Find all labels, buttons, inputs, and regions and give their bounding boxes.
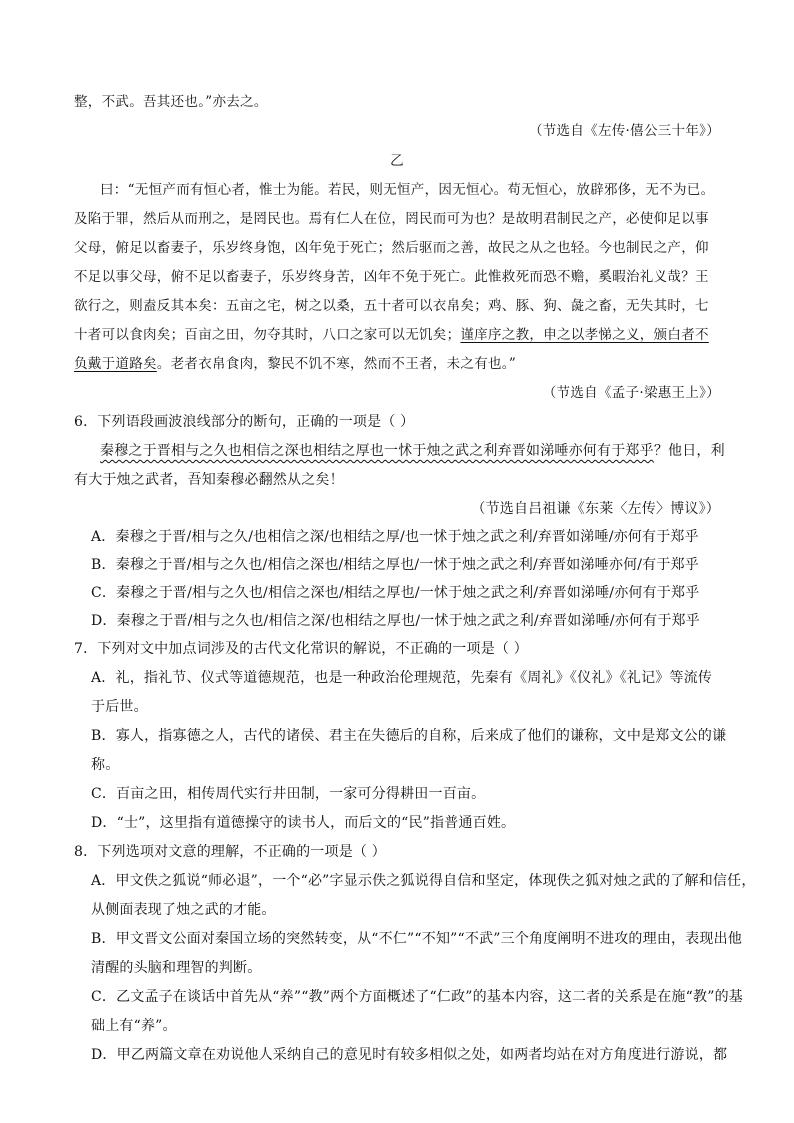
passage-b-text: 十者可以食肉矣；百亩之田，勿夺其时，八口之家可以无饥矣；	[74, 327, 461, 343]
question-6-stem: 6．下列语段画波浪线部分的断句，正确的一项是（ ）	[74, 414, 415, 430]
question-8-option-d: D．甲乙两篇文章在劝说他人采纳自己的意见时有较多相似之处，如两者均站在对方角度进行游说，都	[91, 1047, 728, 1063]
question-6-option-d: D．秦穆之于晋/相与之久也/相信之深/也相结之厚也/一怵于烛之武之利/弃晋如涕唾/亦何有于郑乎	[91, 613, 700, 629]
question-8-option-c-cont: 础上有“养”。	[91, 1018, 177, 1034]
question-6-passage-line: 有大于烛之武者，吾知秦穆必翻然从之矣！	[74, 472, 344, 488]
underlined-sentence: 谨庠序之教，申之以孝悌之义，颁白者不	[460, 327, 709, 343]
question-6-option-c: C．秦穆之于晋/相与之久也/相信之深也/相结之厚也/一怵于烛之武之利/弃晋如涕唾/亦何有于郑乎	[91, 585, 700, 601]
question-6-source: （节选自吕祖谦《东莱〈左传〉博议》）	[471, 501, 720, 517]
passage-a-source: （节选自《左传·僖公三十年》）	[528, 123, 720, 139]
passage-b-line	[74, 354, 516, 374]
passage-b-line: 曰：“无恒产而有恒心者，惟士为能。若民，则无恒产，因无恒心。苟无恒心，放辟邪侈，无不为已。	[100, 182, 715, 198]
question-8-option-b-cont: 清醒的头脑和理智的判断。	[91, 960, 262, 976]
question-7-option-b-cont: 称。	[91, 757, 120, 773]
question-7-stem: 7．下列对文中加点词涉及的古代文化常识的解说，不正确的一项是（ ）	[74, 641, 528, 657]
question-6-option-a: A．秦穆之于晋/相与之久/也相信之深/也相结之厚/也一怵于烛之武之利/弃晋如涕唾/亦何有于郑乎	[91, 529, 699, 545]
question-8-option-a-cont: 从侧面表现了烛之武的才能。	[91, 902, 276, 918]
question-7-option-c: C．百亩之田，相传周代实行井田制，一家可分得耕田一百亩。	[91, 786, 486, 802]
passage-a-last-line: 整，不武。吾其还也。”亦去之。	[74, 94, 268, 110]
question-6-text: ？他日，利	[653, 443, 725, 459]
passage-b-line: 及陷于罪，然后从而刑之，是罔民也。焉有仁人在位，罔民而可为也？是故明君制民之产，必使仰足以事	[74, 211, 709, 227]
question-7-option-b: B．寡人，指寡德之人，古代的诸侯、君主在失德后的自称，后来成了他们的谦称，文中是郑文公的谦	[91, 728, 727, 744]
question-7-option-a: A．礼，指礼节、仪式等道德规范，也是一种政治伦理规范，先秦有《周礼》《仪礼》《礼记》等流传	[91, 670, 713, 686]
question-7-option-d: D．“士”，这里指有道德操守的读书人，而后文的“民”指普通百姓。	[91, 815, 516, 831]
wavy-underlined-text: 秦穆之于晋相与之久也相信之深也相结之厚也一怵于烛之武之利弃晋如涕唾亦何有于郑乎	[100, 443, 654, 459]
passage-b-line: 不足以事父母，俯不足以畜妻子，乐岁终身苦，凶年不免于死亡。此惟救死而恐不赡，奚暇治礼义哉？王	[74, 269, 709, 285]
question-6-option-b: B．秦穆之于晋/相与之久也/相信之深也/相结之厚也/一怵于烛之武之利/弃晋如涕唾亦何/有于郑乎	[91, 557, 699, 573]
passage-b-line: 欲行之，则盍反其本矣：五亩之宅，树之以桑，五十者可以衣帛矣；鸡、豚、狗、彘之畜，无失其时，七	[74, 298, 709, 314]
question-8-option-a: A．甲文佚之狐说“师必退”，一个“必”字显示佚之狐说得自信和坚定，体现佚之狐对烛之武的了解和信任，	[91, 873, 756, 889]
underlined-sentence: 负戴于道路矣	[74, 356, 157, 372]
question-7-option-a-cont: 于后世。	[91, 699, 148, 715]
passage-b-source: （节选自《孟子·梁惠王上》）	[542, 385, 720, 401]
question-6-passage-line	[100, 441, 725, 461]
question-8-option-b: B．甲文晋文公面对秦国立场的突然转变，从“不仁”“不知”“不武”三个角度阐明不进攻的理由，表现出他	[91, 931, 743, 947]
passage-b-text: 。老者衣帛食肉，黎民不饥不寒，然而不王者，未之有也。”	[156, 356, 517, 372]
question-8-option-c: C．乙文孟子在谈话中首先从“养”“教”两个方面概述了“仁政”的基本内容，这二者的关系是在施“教”的基	[91, 989, 743, 1005]
passage-b-line	[74, 325, 709, 345]
question-8-stem: 8．下列选项对文意的理解，不正确的一项是（ ）	[74, 844, 386, 860]
passage-b-line: 父母，俯足以畜妻子，乐岁终身饱，凶年免于死亡；然后驱而之善，故民之从之也轻。今也制民之产，仰	[74, 240, 709, 256]
passage-b-heading: 乙	[390, 153, 404, 169]
